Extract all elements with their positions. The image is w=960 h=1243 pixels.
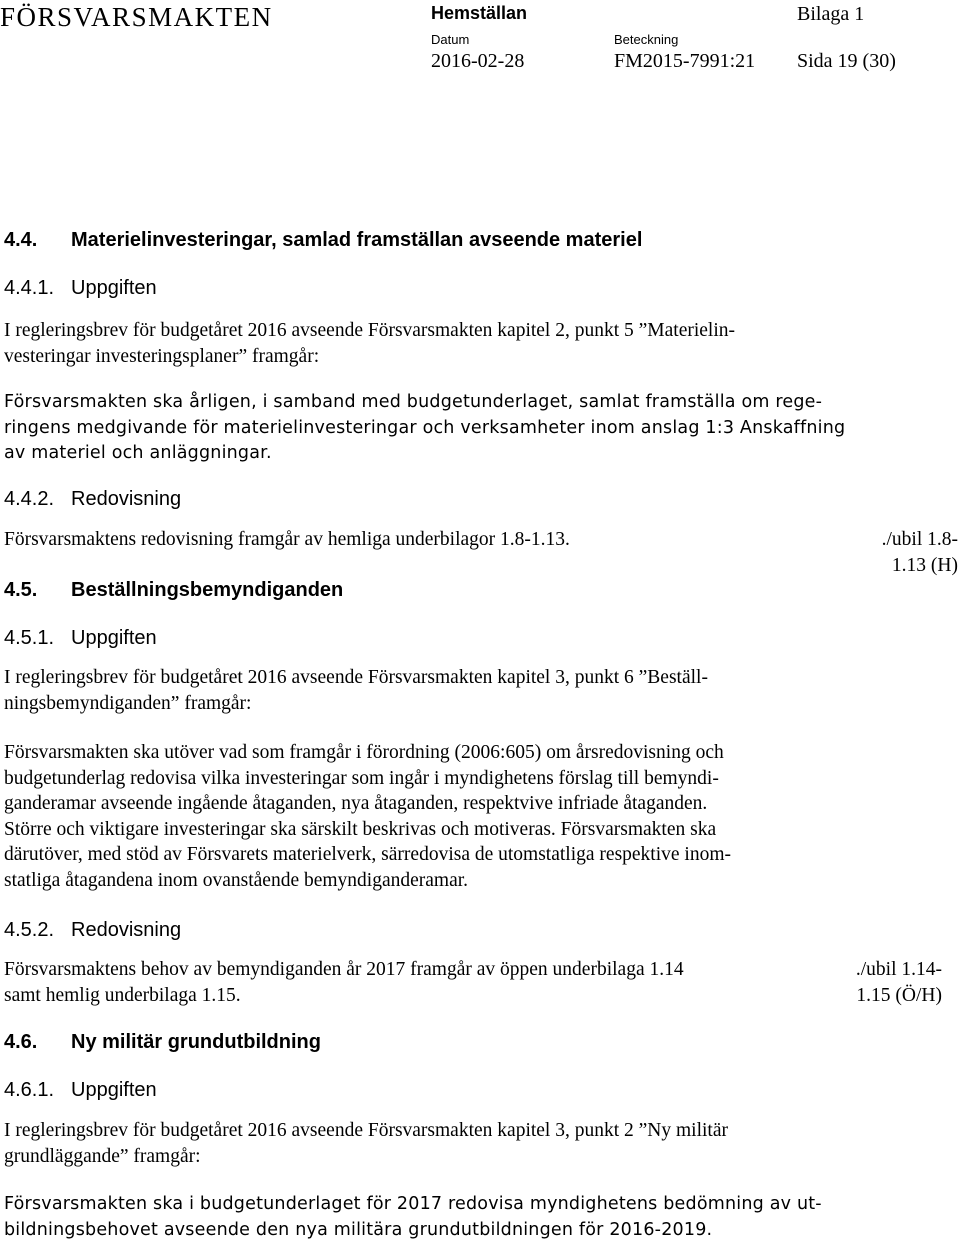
- section-title: Ny militär grundutbildning: [71, 1031, 321, 1053]
- doc-type: Hemställan: [431, 3, 528, 23]
- date-value: 2016-02-28: [431, 50, 525, 72]
- text-line: därutöver, med stöd av Försvarets materielverk, särredovisa de utomstatliga respektive inom-: [4, 844, 732, 865]
- text-line: Större och viktigare investeringar ska särskilt beskrivas och motiveras. Försvarsmakten ska: [4, 818, 717, 840]
- quote-paragraph: [4, 390, 864, 467]
- subsection-heading: [4, 488, 181, 511]
- logo: FÖRSVARSMAKTEN: [0, 2, 273, 32]
- text-line: I regleringsbrev för budgetåret 2016 avseende Försvarsmakten kapitel 3, punkt 2 ”Ny militär: [4, 1120, 728, 1141]
- text-line: I regleringsbrev för budgetåret 2016 avseende Försvarsmakten kapitel 3, punkt 6 ”Beställ-: [4, 667, 708, 688]
- section-number: 4.4.: [4, 229, 38, 251]
- note-line: ./ubil 1.8-: [881, 529, 958, 550]
- subsection-title: Redovisning: [71, 919, 182, 941]
- note-line: ./ubil 1.14-: [855, 959, 942, 980]
- paragraph: [4, 527, 864, 553]
- text-line: Försvarsmakten ska årligen, i samband med budgetunderlaget, samlat framställa om rege-: [4, 392, 823, 412]
- subsection-heading: [4, 1079, 157, 1102]
- quote-paragraph: [4, 1192, 864, 1243]
- text-line: statliga åtagandena inom ovanstående bemyndiganderamar.: [4, 869, 469, 891]
- section-title: Beställningsbemyndiganden: [71, 579, 344, 601]
- text-line: Försvarsmaktens behov av bemyndiganden år 2017 framgår av öppen underbilaga 1.14: [4, 959, 684, 980]
- text-line: Försvarsmaktens redovisning framgår av hemliga underbilagor 1.8-1.13.: [4, 529, 570, 550]
- text-line: vesteringar investeringsplaner” framgår:: [4, 345, 320, 367]
- subsection-heading: [4, 627, 157, 650]
- text-line: Försvarsmakten ska i budgetunderlaget för 2017 redovisa myndighetens bedömning av ut-: [4, 1194, 822, 1214]
- subsection-number: 4.4.1.: [4, 277, 55, 299]
- subsection-title: Uppgiften: [71, 277, 157, 299]
- text-line: I regleringsbrev för budgetåret 2016 avseende Försvarsmakten kapitel 2, punkt 5 ”Materielin-: [4, 320, 736, 341]
- section-heading: [4, 229, 642, 252]
- section-heading: [4, 579, 343, 602]
- subsection-heading: [4, 919, 181, 942]
- subsection-number: 4.4.2.: [4, 488, 55, 510]
- text-line: budgetunderlag redovisa vilka investeringar som ingår i myndighetens förslag till bemyndi-: [4, 767, 719, 789]
- text-line: grundläggande” framgår:: [4, 1145, 201, 1167]
- page-number: Sida 19 (30): [797, 50, 896, 72]
- paragraph: [4, 957, 864, 1008]
- paragraph: [4, 318, 864, 369]
- date-label: Datum: [431, 32, 470, 47]
- subsection-number: 4.5.2.: [4, 919, 55, 941]
- text-line: ringens medgivande för materielinvesteringar och verksamheter inom anslag 1:3 Anskaffning: [4, 417, 846, 438]
- text-line: Försvarsmakten ska utöver vad som framgår i förordning (2006:605) om årsredovisning och: [4, 742, 724, 763]
- subsection-title: Uppgiften: [71, 1079, 157, 1101]
- subsection-title: Redovisning: [71, 488, 182, 510]
- text-line: ningsbemyndiganden” framgår:: [4, 692, 252, 714]
- text-line: samt hemlig underbilaga 1.15.: [4, 984, 241, 1006]
- reference-value: FM2015-7991:21: [614, 50, 756, 72]
- section-number: 4.5.: [4, 579, 38, 601]
- reference-label: Beteckning: [614, 32, 679, 47]
- paragraph: [4, 1118, 864, 1169]
- section-heading: [4, 1031, 321, 1054]
- section-title: Materielinvesteringar, samlad framställan avseende materiel: [71, 229, 643, 251]
- margin-note: [830, 957, 942, 1008]
- quote-paragraph: [4, 740, 864, 893]
- note-line: 1.13 (H): [891, 554, 958, 576]
- section-number: 4.6.: [4, 1031, 38, 1053]
- note-line: 1.15 (Ö/H): [856, 984, 942, 1006]
- text-line: bildningsbehovet avseende den nya militära grundutbildningen för 2016-2019.: [4, 1219, 713, 1240]
- text-line: ganderamar avseende ingående åtaganden, nya åtaganden, respektvive infriade åtaganden.: [4, 793, 708, 814]
- text-line: av materiel och anläggningar.: [4, 443, 272, 463]
- subsection-title: Uppgiften: [71, 627, 157, 649]
- paragraph: [4, 665, 864, 716]
- subsection-number: 4.6.1.: [4, 1079, 55, 1101]
- margin-note: [850, 527, 958, 578]
- subsection-number: 4.5.1.: [4, 627, 55, 649]
- annex-label: Bilaga 1: [797, 3, 865, 25]
- subsection-heading: [4, 277, 157, 300]
